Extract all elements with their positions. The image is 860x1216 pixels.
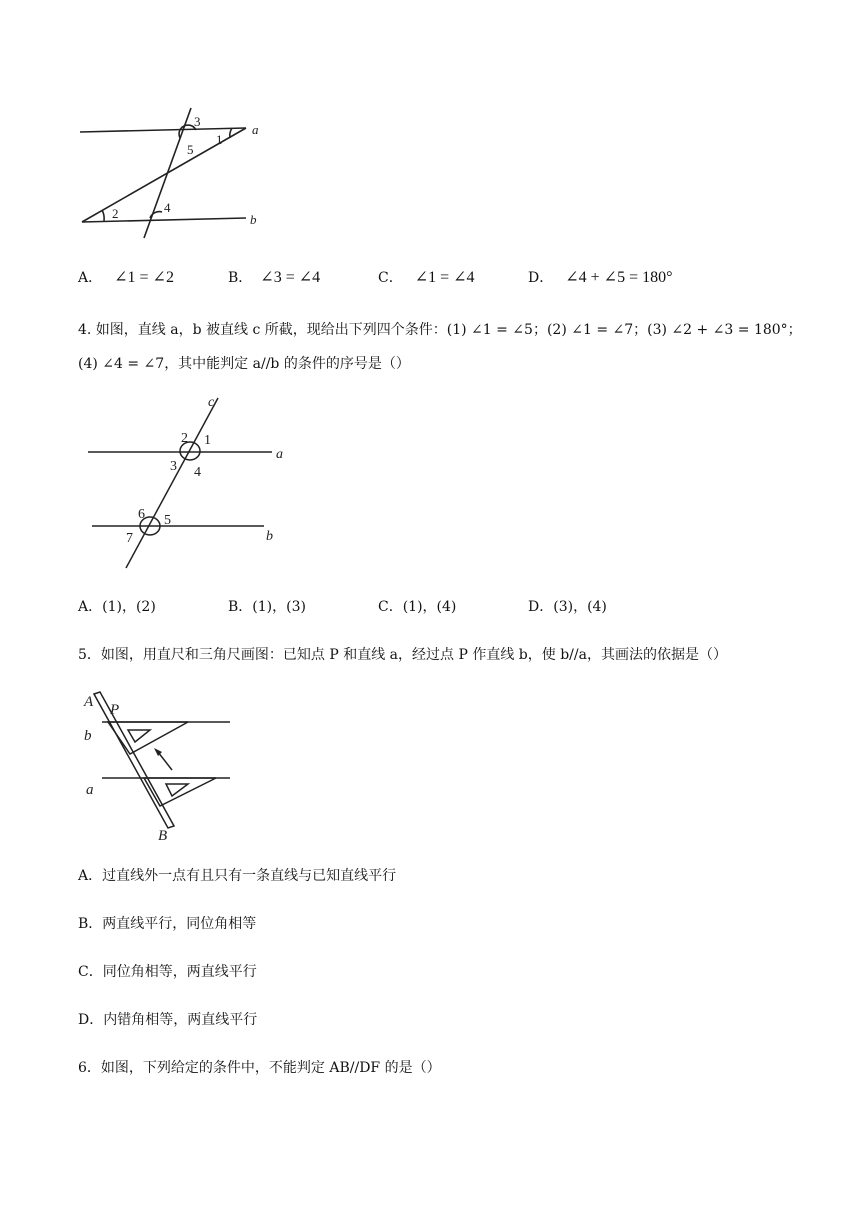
option-letter: C．	[378, 599, 403, 615]
q5-option-c[interactable]	[78, 962, 257, 982]
label-a: a	[276, 447, 283, 462]
option-text: 同位角相等，两直线平行	[102, 964, 257, 980]
figure-angles-2	[80, 392, 290, 577]
q3-option-a[interactable]	[78, 268, 174, 288]
q4-option-b[interactable]	[228, 597, 306, 617]
label-4: 4	[194, 465, 201, 480]
option-letter: B．	[228, 270, 253, 286]
label-6: 6	[138, 507, 145, 522]
option-letter: D．	[78, 1012, 104, 1028]
option-letter: A．	[78, 868, 103, 884]
q4-option-a[interactable]	[78, 597, 156, 617]
option-text: ∠1 = ∠4	[414, 269, 475, 286]
q3-option-c[interactable]	[378, 268, 475, 288]
q5-stem: 5．如图，用直尺和三角尺画图：已知点 P 和直线 a，经过点 P 作直线 b，使 b//a，其画法的依据是（）	[78, 647, 727, 663]
q5-option-a[interactable]	[78, 866, 396, 886]
q4-option-d[interactable]	[528, 597, 607, 617]
option-letter: D．	[528, 270, 554, 286]
label-b: b	[84, 728, 92, 744]
label-c: c	[208, 395, 215, 410]
label-P: P	[110, 702, 120, 718]
q5-option-b[interactable]	[78, 914, 256, 934]
option-letter: A．	[78, 599, 103, 615]
label-5: 5	[187, 142, 194, 157]
figure-angles-1	[70, 100, 280, 240]
label-2: 2	[181, 431, 188, 446]
label-a: a	[86, 782, 94, 798]
option-text: ∠1 = ∠2	[114, 269, 174, 286]
label-A: A	[84, 694, 94, 710]
option-text: (3)，(4)	[553, 599, 607, 615]
label-B: B	[158, 828, 168, 843]
q3-option-b[interactable]	[228, 268, 320, 288]
option-text: 内错角相等，两直线平行	[103, 1012, 258, 1028]
option-letter: B．	[78, 916, 103, 932]
q4-option-c[interactable]	[378, 597, 456, 617]
q6-stem: 6．如图，下列给定的条件中，不能判定 AB//DF 的是（）	[78, 1060, 441, 1076]
option-text: ∠3 = ∠4	[260, 269, 321, 286]
q4-stem-line2: (4) ∠4 = ∠7，其中能判定 a//b 的条件的序号是（）	[78, 356, 410, 372]
q4-stem-line1: 4. 如图，直线 a，b 被直线 c 所截，现给出下列四个条件：(1) ∠1 = ∠5；(2) ∠1 = ∠7；(3) ∠2 + ∠3 = 180°；	[78, 322, 802, 338]
option-text: ∠4 + ∠5 = 180°	[565, 269, 673, 286]
label-1: 1	[216, 132, 223, 147]
label-2: 2	[112, 206, 119, 221]
label-5: 5	[164, 513, 171, 528]
option-text: (1)，(4)	[402, 599, 457, 615]
option-letter: C．	[378, 270, 403, 286]
label-1: 1	[204, 433, 211, 448]
option-text: 过直线外一点有且只有一条直线与已知直线平行	[102, 868, 397, 884]
label-7: 7	[126, 531, 133, 546]
q3-option-d[interactable]	[528, 268, 673, 288]
option-text: (1)，(2)	[102, 599, 156, 615]
option-letter: B．	[228, 599, 253, 615]
option-text: (1)，(3)	[252, 599, 306, 615]
label-b: b	[266, 529, 273, 544]
figure-ruler-triangle	[80, 688, 240, 843]
label-a: a	[252, 122, 259, 137]
label-3: 3	[194, 114, 201, 129]
label-4: 4	[164, 200, 171, 215]
option-letter: C．	[78, 964, 103, 980]
option-letter: A．	[78, 270, 103, 286]
option-text: 两直线平行，同位角相等	[102, 916, 257, 932]
label-3: 3	[170, 459, 177, 474]
option-letter: D．	[528, 599, 554, 615]
label-b: b	[250, 212, 257, 227]
q5-option-d[interactable]	[78, 1010, 257, 1030]
